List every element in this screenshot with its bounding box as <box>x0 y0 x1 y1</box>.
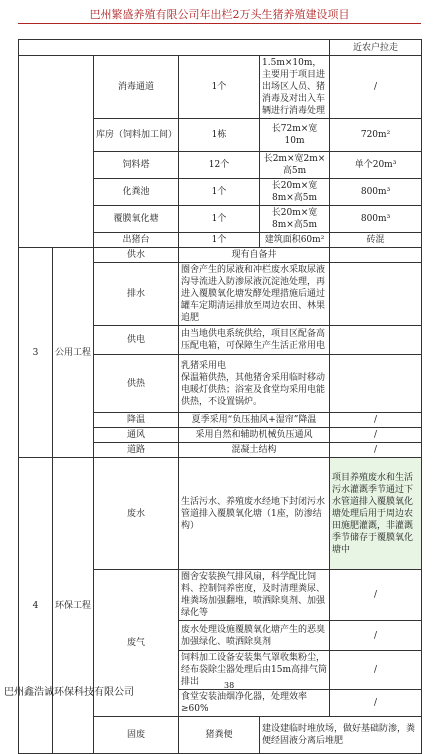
row-desc: 生活污水、养殖废水经地下封闭污水管道排入覆膜氧化塘（1座，防渗结构） <box>179 458 330 570</box>
row-qty: 1个 <box>179 233 260 248</box>
row-desc: 圈舍产生的尿液和冲栏废水采取尿液沟导流进入防渗尿液沉淀池处理，再进入覆膜氧化塘发酵处理措施后通过罐车定期清运排放至周边农田、林果追肥 <box>179 263 330 326</box>
row-desc: 采用自然和辅助机械负压通风 <box>179 428 330 443</box>
row-col5: / <box>330 443 422 458</box>
row-desc: 1.5m×10m，主要用于项目进出场区人员、猪消毒及对出入车辆进行消毒处理 <box>260 56 330 119</box>
row-col5: 砖混 <box>330 233 422 248</box>
table-row <box>19 40 422 56</box>
section-label: 公用工程 <box>53 248 94 458</box>
row-col5 <box>330 263 422 326</box>
row-desc: 长20m×宽8m×高5m <box>260 206 330 233</box>
table-row <box>19 56 422 119</box>
row-col5 <box>330 355 422 413</box>
row-col5: / <box>330 56 422 119</box>
row-name: 饲料塔 <box>94 152 179 179</box>
row-col5: 项目养殖废水和生活污水灌溉季节通过下水管道排入覆膜氧化塘处理后用于周边农田施肥灌溉，非灌溉季节储存于覆膜氧化塘中 <box>330 458 422 570</box>
row-subname: 猪粪便 <box>179 717 260 754</box>
row-col5: 单个20m³ <box>330 152 422 179</box>
section-number: 4 <box>19 458 53 754</box>
row-col5: / <box>330 651 422 690</box>
row-name: 废水 <box>94 458 179 570</box>
row-qty: 12个 <box>179 152 260 179</box>
row-name: 库房（饲料加工间） <box>94 119 179 152</box>
row-desc: 废水处理设施覆膜氧化塘产生的恶臭加强绿化、喷洒除臭剂 <box>179 621 330 651</box>
row-name: 降温 <box>94 413 179 428</box>
row-desc: 建设建临时堆放场，做好基础防渗，粪便经固液分离后堆肥 <box>260 717 422 754</box>
row-qty: 1个 <box>179 56 260 119</box>
row-col5: 800m³ <box>330 206 422 233</box>
row-desc: 夏季采用“负压抽风+湿帘”降温 <box>179 413 330 428</box>
row-col5: 800m³ <box>330 179 422 206</box>
row-name: 固废 <box>94 717 179 754</box>
row-col5: / <box>330 690 422 717</box>
row-name: 排水 <box>94 263 179 326</box>
row-name: 供热 <box>94 355 179 413</box>
report-header-title: 巴州繁盛养殖有限公司年出栏2万头生猪养殖建设项目 <box>89 8 350 21</box>
section-number: 3 <box>19 248 53 458</box>
footer-company: 巴州鑫浩诚环保科技有限公司 <box>4 687 134 698</box>
row-name: 覆膜氧化塘 <box>94 206 179 233</box>
table-row <box>19 248 422 263</box>
row-col5: / <box>330 621 422 651</box>
row-col5: / <box>330 413 422 428</box>
table-row <box>19 458 422 570</box>
row-desc: 饲料加工设备安装集气罩收集粉尘，经布袋除尘器处理后由15m高排气筒排出 <box>179 651 330 690</box>
row-qty: 1栋 <box>179 119 260 152</box>
row-col5: / <box>330 428 422 443</box>
row-col5 <box>330 326 422 355</box>
row-name: 消毒通道 <box>94 56 179 119</box>
row-name: 供水 <box>94 248 179 263</box>
row-desc: 建筑面积60m² <box>260 233 330 248</box>
row-name: 化粪池 <box>94 179 179 206</box>
row-desc: 长2m×宽2m×高5m <box>260 152 330 179</box>
row-qty: 1个 <box>179 179 260 206</box>
row-name: 道路 <box>94 443 179 458</box>
row-name: 废气 <box>94 570 179 717</box>
row-name: 供电 <box>94 326 179 355</box>
row-col5 <box>330 248 422 263</box>
row-desc: 现有自备井 <box>179 248 330 263</box>
row-desc: 长20m×宽8m×高5m <box>260 179 330 206</box>
table-cell <box>19 40 330 56</box>
row-desc: 混凝土结构 <box>179 443 330 458</box>
row-desc: 由当地供电系统供给，项目区配备高压配电箱，可保障生产生活正常用电 <box>179 326 330 355</box>
section-label: 环保工程 <box>53 458 94 754</box>
row-desc: 食堂安装油烟净化器，处理效率≥60% <box>179 690 330 717</box>
table-cell <box>19 56 94 248</box>
row-desc: 圈舍安装换气排风扇，科学配比饲料、控制饲养密度，及时清理粪尿、堆粪场加强翻堆，喷洒除臭剂、加强绿化等 <box>179 570 330 621</box>
row-desc: 长72m×宽10m <box>260 119 330 152</box>
project-table <box>18 39 422 754</box>
row-name: 通风 <box>94 428 179 443</box>
table-cell: 近农户拉走 <box>330 40 422 56</box>
row-col5: / <box>330 570 422 621</box>
row-qty: 1个 <box>179 206 260 233</box>
row-col5: 720m² <box>330 119 422 152</box>
row-name: 出猪台 <box>94 233 179 248</box>
page-number: 38 <box>224 681 235 690</box>
row-desc: 乳猪采用电 保温箱供热，其他猪舍采用临时移动电暖灯供热；浴室及食堂均采用电能供热，不设置锅炉。 <box>179 355 330 413</box>
header-divider <box>18 23 421 24</box>
